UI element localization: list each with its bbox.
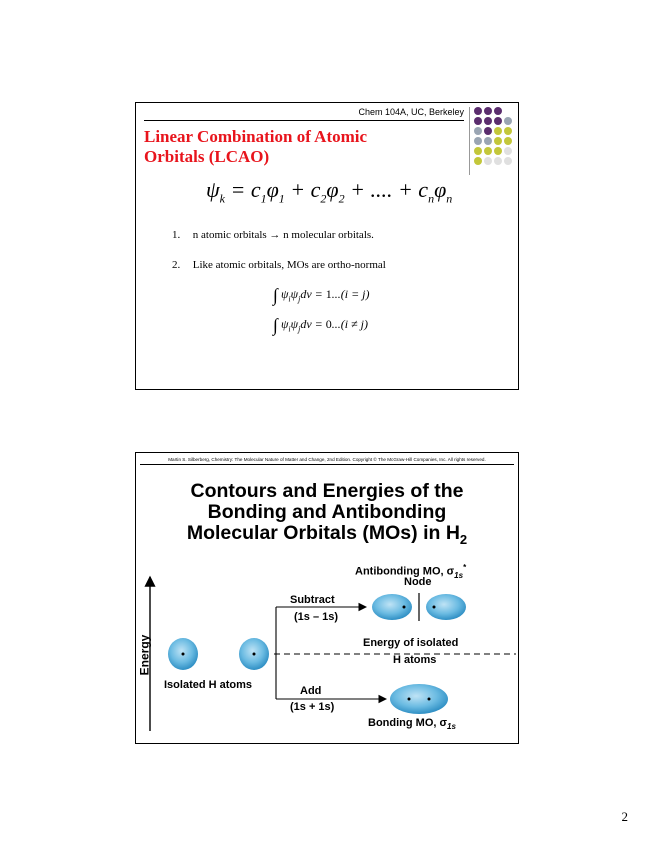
subtract-expression: (1s – 1s): [294, 611, 339, 623]
decor-dot: [474, 137, 482, 145]
decor-dot: [494, 127, 502, 135]
decor-dot: [504, 127, 512, 135]
decor-dot: [494, 117, 502, 125]
antibonding-lobe-right: [426, 594, 466, 620]
decor-dot: [484, 107, 492, 115]
decor-dot: [494, 137, 502, 145]
title-line-2: Bonding and Antibonding: [207, 501, 447, 523]
decor-dot: [484, 117, 492, 125]
slide-mo-diagram: [135, 452, 519, 744]
decor-dot: [484, 157, 492, 165]
antibonding-text: Antibonding MO, σ: [355, 565, 455, 578]
title-subscript: 2: [459, 531, 468, 547]
decor-dot: [474, 117, 482, 125]
antibonding-lobe-left: [372, 594, 412, 620]
title-line-1: Contours and Energies of the: [190, 480, 464, 502]
list-item: [172, 229, 386, 241]
item-text: Like atomic orbitals, MOs are ortho-normal: [192, 259, 386, 271]
decor-dot: [474, 127, 482, 135]
decor-dot: [504, 157, 512, 165]
energy-isolated-label-1: Energy of isolated: [363, 637, 459, 649]
decor-dot: [504, 147, 512, 155]
decor-dot: [484, 147, 492, 155]
item-number: 2.: [172, 259, 181, 271]
slide-lcao: [135, 102, 519, 390]
add-expression: (1s + 1s): [290, 701, 335, 713]
decor-dot: [494, 157, 502, 165]
antibonding-subscript: 1s: [454, 570, 464, 580]
decor-dot: [484, 137, 492, 145]
item-text: n atomic orbitals → n molecular orbitals.: [192, 229, 374, 241]
orthonormal-integral-2: ∫ $\psi_i\psi_jdv = 0...(i \ne j)$: [273, 315, 368, 335]
page-number: 2: [621, 809, 628, 824]
title-line-2: Orbitals (LCAO): [144, 147, 270, 166]
bonding-subscript: 1s: [447, 722, 456, 732]
lcao-equation: $\psi_k = c_1\varphi_1 + c_2\varphi_2$ + .... + $c_n\varphi_n$: [206, 177, 453, 206]
bonding-text: Bonding MO, σ: [368, 717, 448, 729]
antibonding-star: *: [463, 563, 467, 572]
integral-value: 0: [325, 317, 332, 331]
copyright-line: Martin S. Silberberg, Chemistry: The Molecular Nature of Matter and Change, 2nd Edition. Copyright © The McGraw-Hill Companies, Inc. All rights reserved.: [168, 457, 486, 462]
bonding-orbital: [390, 684, 448, 714]
decor-dot: [474, 157, 482, 165]
orthonormal-integral-1: ∫ $\psi_i\psi_jdv = 1...(i = j)$: [273, 285, 370, 305]
header-rule: [144, 120, 464, 121]
item-number: 1.: [172, 229, 181, 241]
decor-dot: [494, 147, 502, 155]
title-line-1: Linear Combination of Atomic: [144, 127, 368, 146]
decor-dot: [504, 117, 512, 125]
vertical-rule: [469, 107, 470, 175]
bonding-label: [368, 717, 456, 733]
course-label: Chem 104A, UC, Berkeley: [358, 107, 464, 117]
decor-dot: [484, 127, 492, 135]
point-list: [172, 229, 386, 289]
integral-condition: ...(i = j): [331, 287, 370, 301]
energy-axis-label: Energy: [137, 634, 152, 676]
list-item: [172, 259, 386, 271]
integral-condition: ...(i ≠ j): [331, 317, 368, 331]
subtract-label: Subtract: [290, 594, 335, 606]
integral-value: 1: [325, 287, 332, 301]
decor-dot: [474, 147, 482, 155]
decor-dot: [474, 107, 482, 115]
decor-dot: [494, 107, 502, 115]
add-label: Add: [300, 685, 322, 697]
slide-title: [144, 127, 367, 167]
decor-dot: [504, 137, 512, 145]
energy-isolated-label-2: H atoms: [393, 654, 437, 666]
isolated-h-atoms-label: Isolated H atoms: [164, 679, 253, 691]
node-label: Node: [404, 576, 432, 588]
title-line-3-text: Molecular Orbitals (MOs) in H: [186, 522, 460, 544]
